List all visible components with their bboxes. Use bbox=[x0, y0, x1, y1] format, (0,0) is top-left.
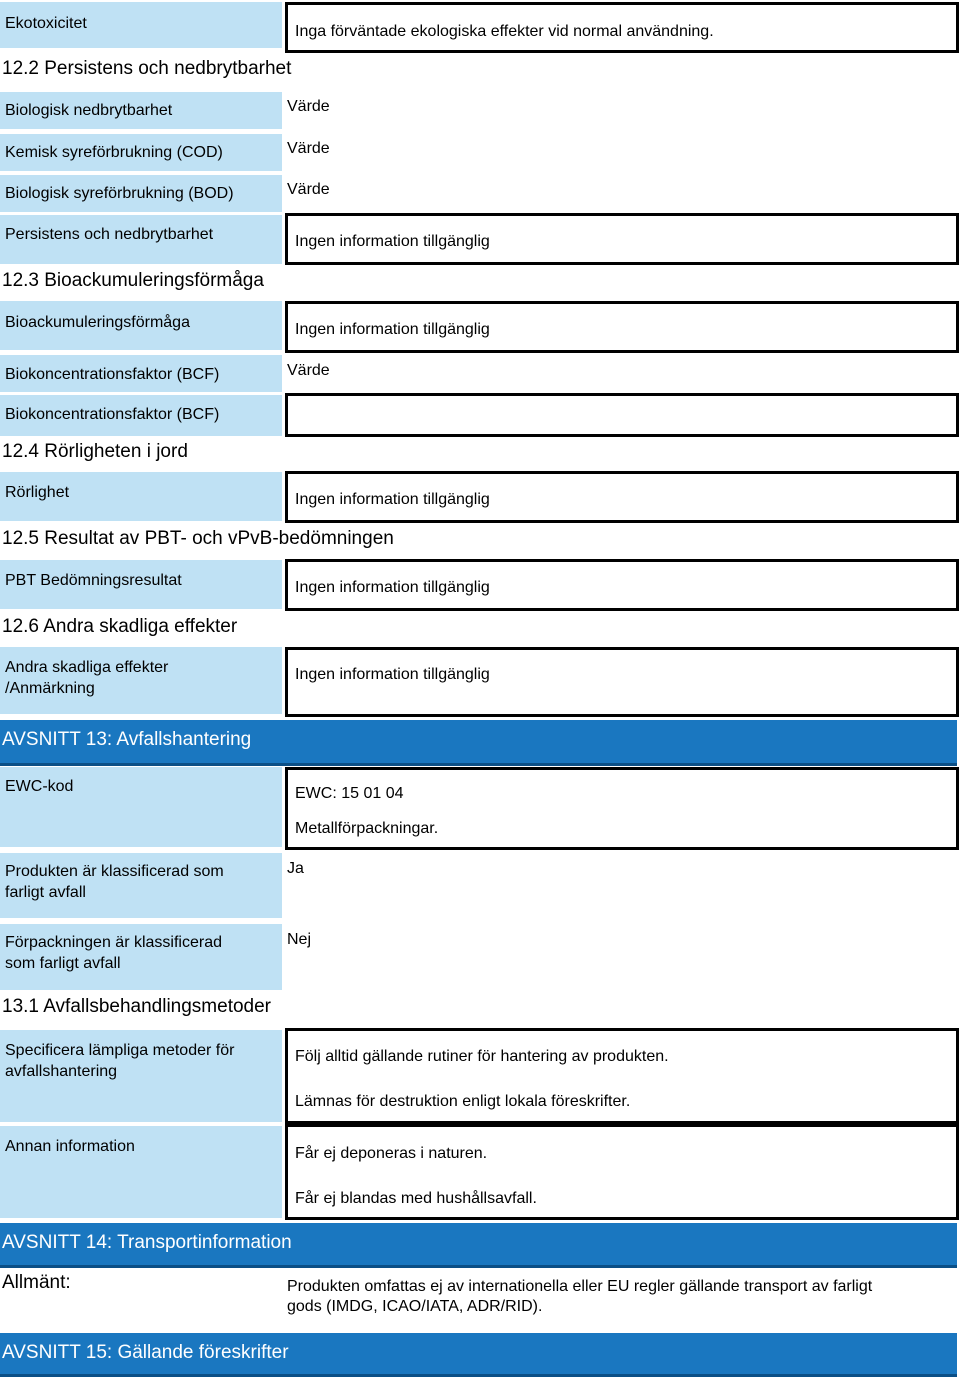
row-biodegradability-label: Biologisk nedbrytbarhet bbox=[0, 92, 282, 129]
general-line1: Produkten omfattas ej av internationella eller EU regler gällande transport av farligt bbox=[287, 1278, 873, 1295]
row-product-hazardous-label bbox=[0, 853, 282, 918]
product-hazardous-line1: Produkten är klassificerad som bbox=[5, 863, 224, 880]
other-effects-label-line1: Andra skadliga effekter bbox=[5, 659, 169, 676]
other-info-line2: Får ej blandas med hushållsavfall. bbox=[295, 1190, 537, 1207]
row-bioaccumulation-label: Bioackumuleringsförmåga bbox=[0, 301, 282, 350]
heading-12-5: 12.5 Resultat av PBT- och vPvB-bedömningen bbox=[2, 528, 394, 549]
section-15-header: AVSNITT 15: Gällande föreskrifter bbox=[0, 1333, 957, 1377]
row-general-label: Allmänt: bbox=[2, 1272, 71, 1293]
heading-12-3: 12.3 Bioackumuleringsförmåga bbox=[2, 270, 264, 291]
row-cod-label: Kemisk syreförbrukning (COD) bbox=[0, 134, 282, 171]
row-package-hazardous-value: Nej bbox=[287, 931, 312, 948]
package-hazardous-line2: som farligt avfall bbox=[5, 955, 121, 972]
row-cod-value: Värde bbox=[287, 140, 330, 157]
ecotox-label: Ekotoxicitet bbox=[0, 2, 282, 48]
other-info-line1: Får ej deponeras i naturen. bbox=[295, 1145, 488, 1162]
heading-12-2: 12.2 Persistens och nedbrytbarhet bbox=[2, 58, 292, 79]
row-other-info-label: Annan information bbox=[0, 1126, 282, 1218]
row-other-effects-label bbox=[0, 647, 282, 714]
row-general-value bbox=[287, 1277, 957, 1317]
row-other-effects-value: Ingen information tillgänglig bbox=[285, 647, 959, 717]
row-bcf2-label: Biokoncentrationsfaktor (BCF) bbox=[0, 395, 282, 436]
methods-label-line1: Specificera lämpliga metoder för bbox=[5, 1042, 235, 1059]
row-other-info-value bbox=[285, 1124, 959, 1220]
row-bioaccumulation-value: Ingen information tillgänglig bbox=[285, 301, 959, 353]
row-pbt-label: PBT Bedömningsresultat bbox=[0, 560, 282, 609]
other-effects-label-line2: /Anmärkning bbox=[5, 680, 95, 697]
ecotox-value: Inga förväntade ekologiska effekter vid normal användning. bbox=[285, 2, 959, 53]
row-mobility-value: Ingen information tillgänglig bbox=[285, 471, 959, 523]
row-persistence-label: Persistens och nedbrytbarhet bbox=[0, 215, 282, 264]
methods-line2: Lämnas för destruktion enligt lokala föreskrifter. bbox=[295, 1093, 631, 1110]
row-bcf2-value bbox=[285, 393, 959, 437]
row-product-hazardous-value: Ja bbox=[287, 860, 304, 877]
ewc-code: EWC: 15 01 04 bbox=[295, 785, 404, 802]
row-biodegradability-value: Värde bbox=[287, 98, 330, 115]
product-hazardous-line2: farligt avfall bbox=[5, 884, 86, 901]
row-bcf-value: Värde bbox=[287, 362, 330, 379]
section-13-header: AVSNITT 13: Avfallshantering bbox=[0, 720, 957, 766]
row-package-hazardous-label bbox=[0, 924, 282, 990]
row-bod-value: Värde bbox=[287, 181, 330, 198]
methods-line1: Följ alltid gällande rutiner för hantering av produkten. bbox=[295, 1048, 669, 1065]
row-bcf-label: Biokoncentrationsfaktor (BCF) bbox=[0, 355, 282, 392]
heading-12-6: 12.6 Andra skadliga effekter bbox=[2, 616, 238, 637]
heading-13-1: 13.1 Avfallsbehandlingsmetoder bbox=[2, 996, 272, 1017]
section-14-header: AVSNITT 14: Transportinformation bbox=[0, 1223, 957, 1268]
row-ewc-label: EWC-kod bbox=[0, 767, 282, 847]
row-pbt-value: Ingen information tillgänglig bbox=[285, 559, 959, 611]
row-methods-value bbox=[285, 1028, 959, 1124]
package-hazardous-line1: Förpackningen är klassificerad bbox=[5, 934, 222, 951]
methods-label-line2: avfallshantering bbox=[5, 1063, 118, 1080]
row-bod-label: Biologisk syreförbrukning (BOD) bbox=[0, 175, 282, 212]
row-ewc-value bbox=[285, 767, 959, 850]
heading-12-4: 12.4 Rörligheten i jord bbox=[2, 441, 188, 462]
general-line2: gods (IMDG, ICAO/IATA, ADR/RID). bbox=[287, 1298, 543, 1315]
row-mobility-label: Rörlighet bbox=[0, 472, 282, 521]
row-methods-label bbox=[0, 1030, 282, 1122]
row-persistence-value: Ingen information tillgänglig bbox=[285, 213, 959, 265]
ewc-description: Metallförpackningar. bbox=[295, 820, 439, 837]
